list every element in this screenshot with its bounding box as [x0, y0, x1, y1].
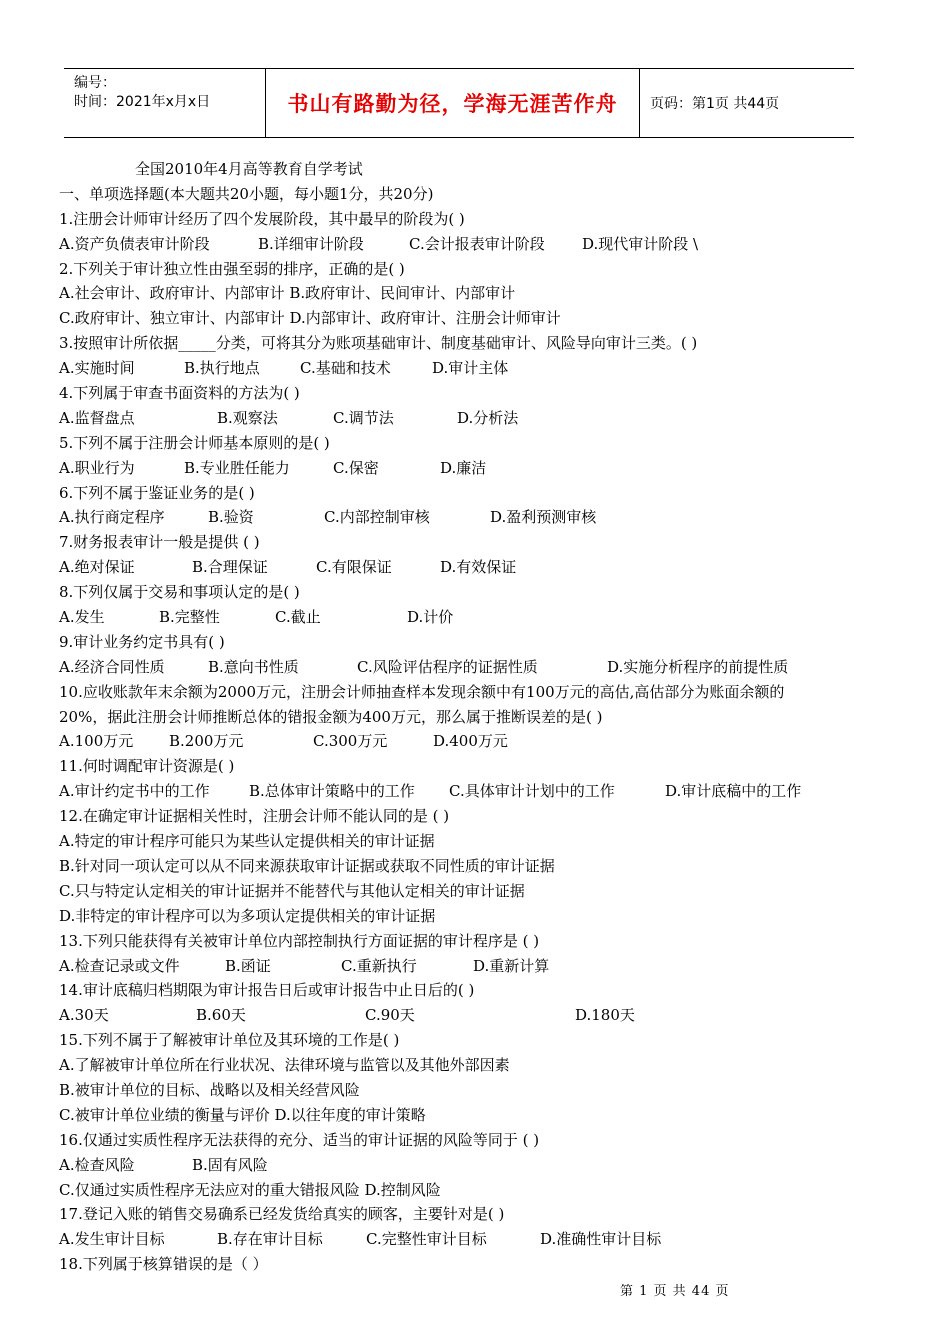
option-a: A.100万元: [59, 732, 134, 751]
options-13: [59, 954, 879, 979]
question-10: 10.应收账款年末余额为2000万元，注册会计师抽查样本发现余额中有100万元的高估,高估部分为账面余额的: [59, 682, 785, 701]
question-9: 9.审计业务约定书具有( ): [59, 632, 225, 651]
options-2-ab: A.社会审计、政府审计、内部审计 B.政府审计、民间审计、内部审计: [59, 284, 516, 303]
exam-content: [59, 157, 879, 1277]
header-motto-cell: [266, 69, 640, 137]
option-d: D.审计主体: [432, 359, 509, 378]
question-1: 1.注册会计师审计经历了四个发展阶段，其中最早的阶段为( ): [59, 209, 465, 228]
document-number: 编号：: [74, 75, 116, 91]
option-b: B.执行地点: [184, 359, 260, 378]
question-4: 4.下列属于审查书面资料的方法为( ): [59, 384, 300, 403]
option-b: B.总体审计策略中的工作: [249, 782, 415, 801]
option-a: A.监督盘点: [59, 408, 135, 427]
option-c: C.有限保证: [316, 558, 392, 577]
option-12-d: D.非特定的审计程序可以为多项认定提供相关的审计证据: [59, 906, 436, 925]
options-5: [59, 456, 879, 481]
option-15-b: B.被审计单位的目标、战略以及相关经营风险: [59, 1080, 360, 1099]
option-c: C.保密: [333, 458, 379, 477]
motto: 书山有路勤为径，学海无涯苦作舟: [287, 92, 618, 116]
option-d: D.实施分析程序的前提性质: [607, 657, 789, 676]
option-a: A.检查风险: [59, 1155, 135, 1174]
option-a: A.职业行为: [59, 458, 135, 477]
option-c: C.风险评估程序的证据性质: [357, 657, 538, 676]
question-5: 5.下列不属于注册会计师基本原则的是( ): [59, 433, 330, 452]
question-6: 6.下列不属于鉴证业务的是( ): [59, 483, 255, 502]
question-17: 17.登记入账的销售交易确系已经发货给真实的顾客，主要针对是( ): [59, 1205, 505, 1224]
question-10-cont: 20%，据此注册会计师推断总体的错报金额为400万元，那么属于推断误差的是( ): [59, 707, 603, 726]
option-c: C.300万元: [313, 732, 388, 751]
option-b: B.60天: [196, 1006, 246, 1025]
option-15-a: A.了解被审计单位所在行业状况、法律环境与监管以及其他外部因素: [59, 1056, 510, 1075]
option-c: C.内部控制审核: [324, 508, 430, 527]
option-b: B.详细审计阶段: [258, 234, 364, 253]
option-d: D.准确性审计目标: [540, 1230, 662, 1249]
option-b: B.意向书性质: [208, 657, 299, 676]
question-11: 11.何时调配审计资源是( ): [59, 757, 235, 776]
option-d: D.现代审计阶段 \: [582, 234, 699, 253]
document-time: 时间：2021年x月x日: [74, 94, 211, 110]
option-b: B.观察法: [217, 408, 278, 427]
section-heading: 一、单项选择题(本大题共20小题，每小题1分，共20分): [59, 184, 434, 203]
option-d: D.计价: [407, 608, 454, 627]
options-15-cd: C.被审计单位业绩的衡量与评价 D.以往年度的审计策略: [59, 1105, 426, 1124]
option-b: B.验资: [208, 508, 254, 527]
option-b: B.存在审计目标: [217, 1230, 323, 1249]
option-b: B.固有风险: [192, 1155, 268, 1174]
option-d: D.审计底稿中的工作: [665, 782, 802, 801]
option-c: C.完整性审计目标: [366, 1230, 487, 1249]
options-9: [59, 655, 879, 680]
option-c: C.重新执行: [341, 956, 417, 975]
option-a: A.30天: [59, 1006, 109, 1025]
document-header: [64, 68, 854, 138]
options-3: [59, 356, 879, 381]
option-a: A.经济合同性质: [59, 657, 165, 676]
question-15: 15.下列不属于了解被审计单位及其环境的工作是( ): [59, 1031, 400, 1050]
option-12-b: B.针对同一项认定可以从不同来源获取审计证据或获取不同性质的审计证据: [59, 856, 555, 875]
options-16-cd: C.仅通过实质性程序无法应对的重大错报风险 D.控制风险: [59, 1180, 441, 1199]
option-c: C.具体审计计划中的工作: [449, 782, 615, 801]
options-2-cd: C.政府审计、独立审计、内部审计 D.内部审计、政府审计、注册会计师审计: [59, 309, 561, 328]
option-b: B.200万元: [169, 732, 244, 751]
question-16: 16.仅通过实质性程序无法获得的充分、适当的审计证据的风险等同于 ( ): [59, 1130, 540, 1149]
option-d: D.分析法: [457, 408, 519, 427]
option-c: C.90天: [365, 1006, 415, 1025]
header-meta-cell: [64, 69, 266, 137]
question-7: 7.财务报表审计一般是提供 ( ): [59, 533, 260, 552]
option-a: A.实施时间: [59, 359, 135, 378]
page-footer: 第 1 页 共 44 页: [620, 1284, 730, 1299]
option-c: C.基础和技术: [300, 359, 391, 378]
option-a: A.审计约定书中的工作: [59, 782, 210, 801]
option-b: B.合理保证: [192, 558, 268, 577]
option-a: A.资产负债表审计阶段: [59, 234, 210, 253]
options-4: [59, 406, 879, 431]
options-14: [59, 1003, 879, 1028]
option-d: D.盈利预测审核: [490, 508, 597, 527]
option-d: D.180天: [575, 1006, 635, 1025]
option-d: D.重新计算: [473, 956, 550, 975]
question-18: 18.下列属于核算错误的是（ ）: [59, 1255, 268, 1274]
options-17: [59, 1227, 879, 1252]
option-d: D.廉洁: [440, 458, 487, 477]
exam-title: 全国2010年4月高等教育自学考试: [135, 160, 363, 178]
option-a: A.检查记录或文件: [59, 956, 180, 975]
option-c: C.调节法: [333, 408, 394, 427]
option-12-a: A.特定的审计程序可能只为某些认定提供相关的审计证据: [59, 832, 435, 851]
header-page-cell: [640, 69, 854, 137]
option-b: B.函证: [225, 956, 271, 975]
option-c: C.会计报表审计阶段: [409, 234, 545, 253]
question-8: 8.下列仅属于交易和事项认定的是( ): [59, 583, 300, 602]
options-16-ab: [59, 1153, 879, 1178]
option-a: A.发生审计目标: [59, 1230, 165, 1249]
option-d: D.400万元: [433, 732, 508, 751]
options-8: [59, 605, 879, 630]
options-6: [59, 505, 879, 530]
option-c: C.截止: [275, 608, 321, 627]
options-11: [59, 779, 879, 804]
option-a: A.执行商定程序: [59, 508, 165, 527]
option-d: D.有效保证: [440, 558, 517, 577]
options-10: [59, 729, 879, 754]
option-a: A.发生: [59, 608, 105, 627]
question-12: 12.在确定审计证据相关性时，注册会计师不能认同的是 ( ): [59, 807, 450, 826]
option-12-c: C.只与特定认定相关的审计证据并不能替代与其他认定相关的审计证据: [59, 881, 525, 900]
option-a: A.绝对保证: [59, 558, 135, 577]
option-b: B.完整性: [159, 608, 220, 627]
options-7: [59, 555, 879, 580]
header-page-number: 页码：第1页 共44页: [650, 96, 780, 112]
question-2: 2.下列关于审计独立性由强至弱的排序，正确的是( ): [59, 259, 405, 278]
question-14: 14.审计底稿归档期限为审计报告日后或审计报告中止日后的( ): [59, 981, 475, 1000]
question-13: 13.下列只能获得有关被审计单位内部控制执行方面证据的审计程序是 ( ): [59, 931, 540, 950]
options-1: [59, 232, 879, 257]
option-b: B.专业胜任能力: [184, 458, 290, 477]
question-3: 3.按照审计所依据_____分类，可将其分为账项基础审计、制度基础审计、风险导向审计三类。( ): [59, 334, 698, 353]
